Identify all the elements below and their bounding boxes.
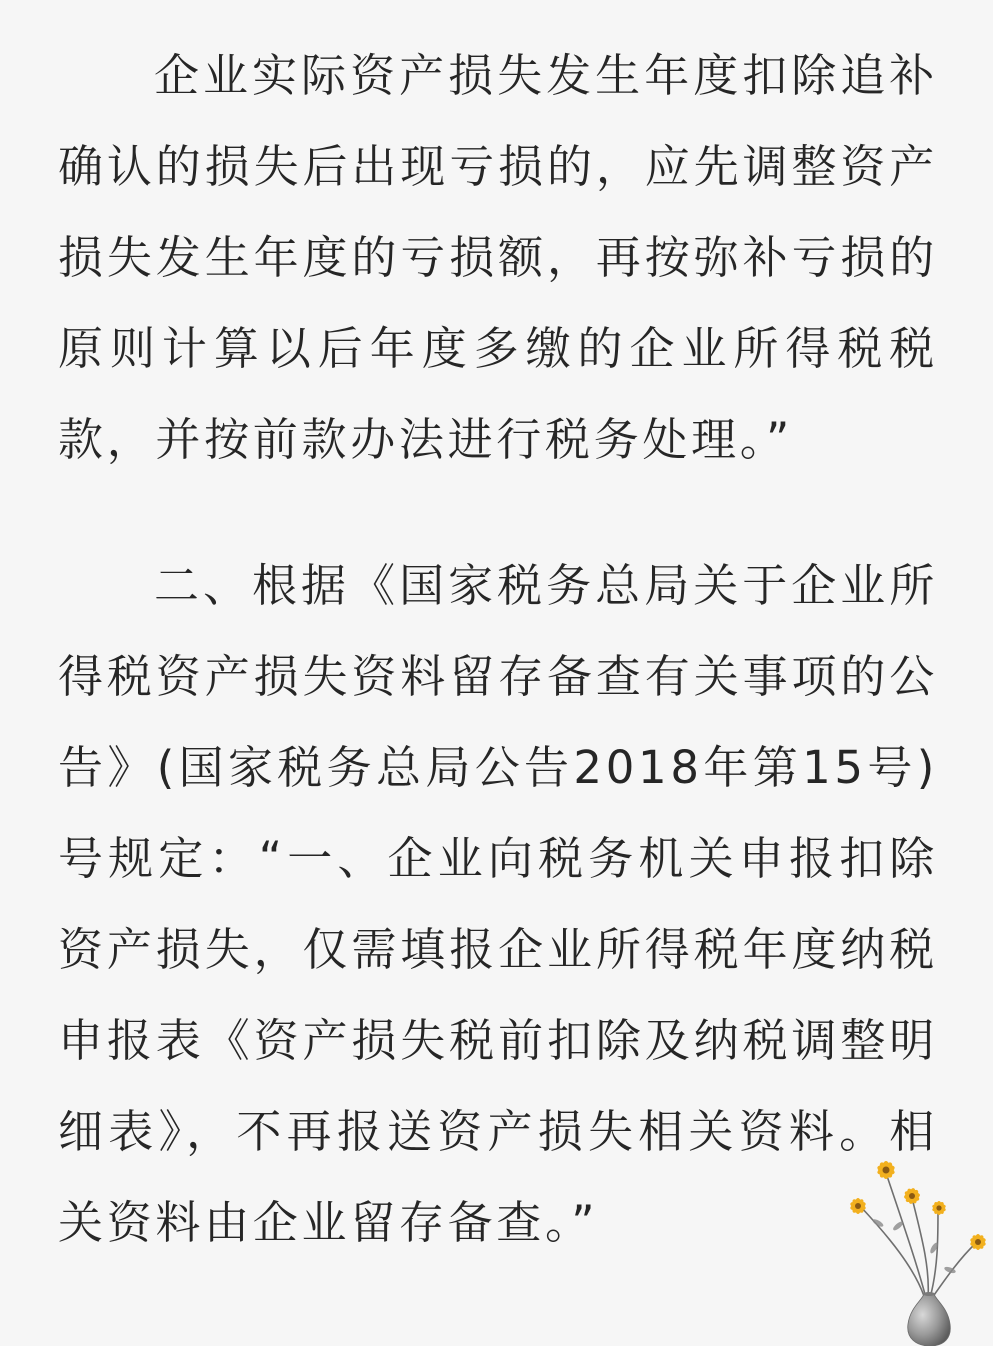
paragraph-1: 企业实际资产损失发生年度扣除追补确认的损失后出现亏损的，应先调整资产损失发生年度的亏损额，再按弥补亏损的原则计算以后年度多缴的企业所得税税款，并按前款办法进行税务处理。” (58, 49, 938, 466)
flower-vase-icon (838, 1148, 993, 1346)
paragraph-2: 二、根据《国家税务总局关于企业所得税资产损失资料留存备查有关事项的公告》(国家税务总局公告2018年第15号)号规定：“一、企业向税务机关申报扣除资产损失，仅需填报企业所得税年度纳税申报表《资产损失税前扣除及纳税调整明细表》，不再报送资产损失相关资料。相关资料由企业留存备查。” (58, 559, 938, 1249)
